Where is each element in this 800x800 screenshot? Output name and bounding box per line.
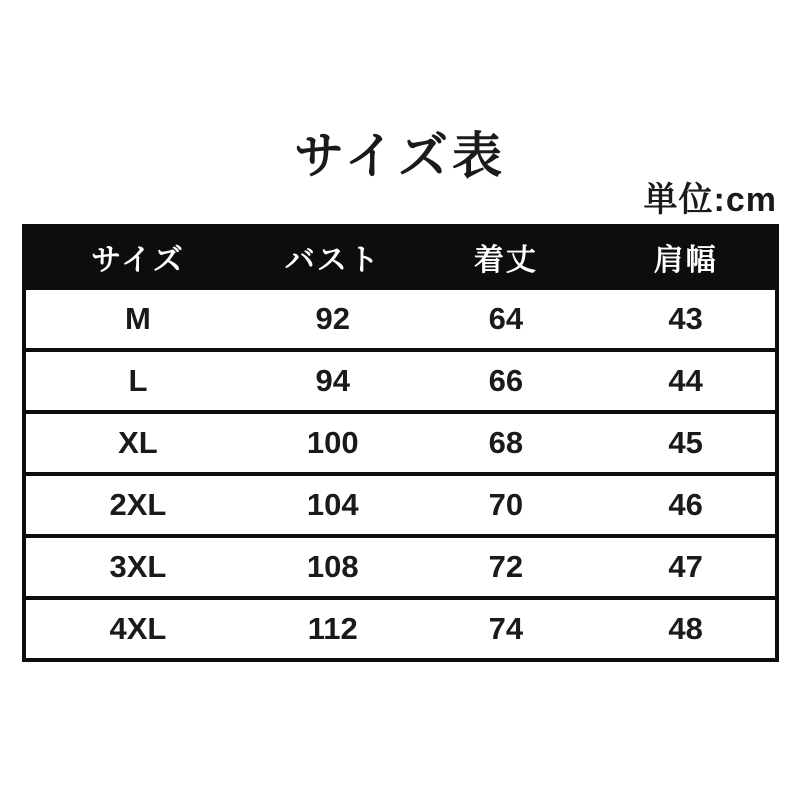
table-row: [24, 474, 777, 536]
table-row: [24, 288, 777, 350]
table-row: [24, 350, 777, 412]
measurement-cell: 92: [250, 288, 416, 350]
column-header: サイズ: [24, 226, 250, 288]
measurement-cell: 68: [416, 412, 597, 474]
size-cell: L: [24, 350, 250, 412]
measurement-cell: 45: [596, 412, 777, 474]
measurement-cell: 64: [416, 288, 597, 350]
table-row: [24, 598, 777, 660]
column-header: バスト: [250, 226, 416, 288]
page-title: サイズ表: [294, 128, 506, 184]
size-cell: XL: [24, 412, 250, 474]
measurement-cell: 112: [250, 598, 416, 660]
measurement-cell: 43: [596, 288, 777, 350]
size-cell: M: [24, 288, 250, 350]
measurement-cell: 66: [416, 350, 597, 412]
size-table-header-row: [24, 226, 777, 288]
measurement-cell: 44: [596, 350, 777, 412]
measurement-cell: 72: [416, 536, 597, 598]
size-cell: 2XL: [24, 474, 250, 536]
size-cell: 4XL: [24, 598, 250, 660]
measurement-cell: 46: [596, 474, 777, 536]
table-row: [24, 536, 777, 598]
measurement-cell: 108: [250, 536, 416, 598]
measurement-cell: 48: [596, 598, 777, 660]
column-header: 肩幅: [596, 226, 777, 288]
size-table: [22, 224, 779, 662]
size-cell: 3XL: [24, 536, 250, 598]
measurement-cell: 74: [416, 598, 597, 660]
unit-label: 単位:cm: [643, 181, 777, 219]
table-row: [24, 412, 777, 474]
measurement-cell: 70: [416, 474, 597, 536]
measurement-cell: 100: [250, 412, 416, 474]
measurement-cell: 104: [250, 474, 416, 536]
measurement-cell: 94: [250, 350, 416, 412]
measurement-cell: 47: [596, 536, 777, 598]
column-header: 着丈: [416, 226, 597, 288]
